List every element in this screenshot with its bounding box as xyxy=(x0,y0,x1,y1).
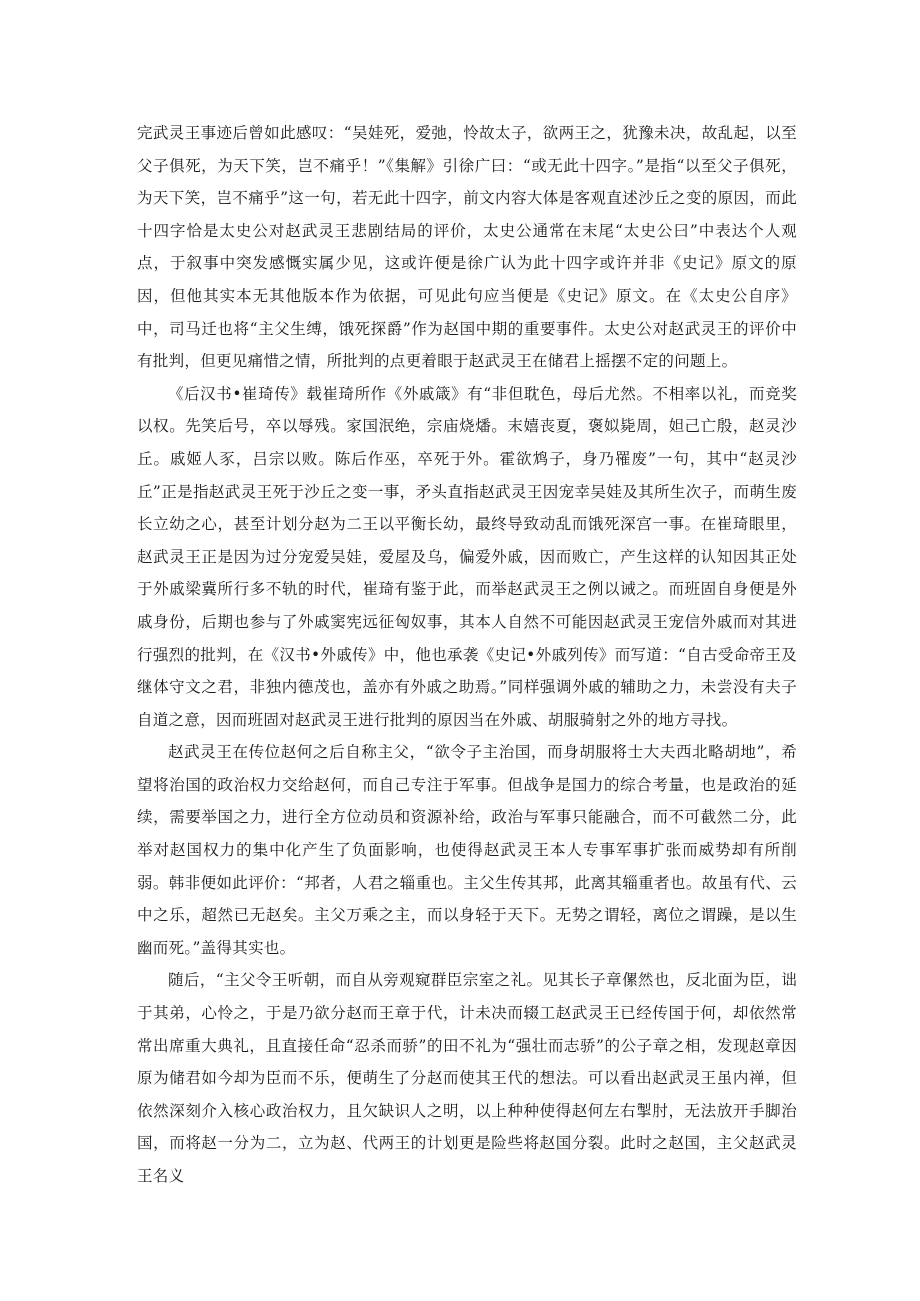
paragraph-4: 随后，“主父令王听朝，而自从旁观窥群臣宗室之礼。见其长子章傫然也，反北面为臣，诎于其弟，心怜之，于是乃欲分赵而王章于代，计未决而辍工赵武灵王已经传国于何，却依然常常出席重大典礼，且直接任命“忍杀而骄”的田不礼为“强壮而志骄”的公子章之相，发现赵章因原为储君如今却为臣而不乐，便萌生了分赵而使其王代的想法。可以看出赵武灵王虽内禅，但依然深刻介入核心政治权力，且欠缺识人之明，以上种种使得赵何左右掣肘，无法放开手脚治国，而将赵一分为二，立为赵、代两王的计划更是险些将赵国分裂。此时之赵国，主父赵武灵王名义 xyxy=(137,971,797,1185)
paragraph-2: 《后汉书•崔琦传》载崔琦所作《外戚箴》有“非但耽色，母后尤然。不相率以礼，而竞奖以权。先笑后号，卒以辱残。家国泯绝，宗庙烧燔。末嬉丧夏，褒姒毙周，妲己亡殷，赵灵沙丘。戚姬人豕，吕宗以败。陈后作巫，卒死于外。霍欲鸩子，身乃罹废”一句，其中“赵灵沙丘”正是指赵武灵王死于沙丘之变一事，矛头直指赵武灵王因宠幸吴娃及其所生次子，而萌生废长立幼之心，甚至计划分赵为二王以平衡长幼，最终导致动乱而饿死深宫一事。在崔琦眼里，赵武灵王正是因为过分宠爱吴娃，爱屋及乌，偏爱外戚，因而败亡，产生这样的认知因其正处于外戚梁冀所行多不轨的时代，崔琦有鉴于此，而举赵武灵王之例以诫之。而班固自身便是外戚身份，后期也参与了外戚窦宪远征匈奴事，其本人自然不可能因赵武灵王宠信外戚而对其进行强烈的批判，在《汉书•外戚传》中，他也承袭《史记•外戚列传》而写道：“自古受命帝王及继体守文之君，非独内德茂也，盖亦有外戚之助焉。”同样强调外戚的辅助之力，未尝没有夫子自道之意，因而班固对赵武灵王进行批判的原因当在外戚、胡服骑射之外的地方寻找。 xyxy=(137,384,797,729)
document-body xyxy=(137,117,797,1193)
paragraph-3: 赵武灵王在传位赵何之后自称主父，“欲令子主治国，而身胡服将士大夫西北略胡地”，希望将治国的政治权力交给赵何，而自己专注于军事。但战争是国力的综合考量，也是政治的延续，需要举国之力，进行全方位动员和资源补给，政治与军事只能融合，而不可截然二分，此举对赵国权力的集中化产生了负面影响，也使得赵武灵王本人专事军事扩张而威势却有所削弱。韩非便如此评价：“邦者，人君之辎重也。主父生传其邦，此离其辎重者也。故虽有代、云中之乐，超然已无赵矣。主父万乘之主，而以身轻于天下。无势之谓轻，离位之谓躁，是以生幽而死。”盖得其实也。 xyxy=(137,743,797,957)
paragraph-1: 完武灵王事迹后曾如此感叹：“吴娃死，爱弛，怜故太子，欲两王之，犹豫未决，故乱起，以至父子俱死，为天下笑，岂不痛乎！”《集解》引徐广曰：“或无此十四字。”是指“以至父子俱死，为天下笑，岂不痛乎”这一句，若无此十四字，前文内容大体是客观直述沙丘之变的原因，而此十四字恰是太史公对赵武灵王悲剧结局的评价，太史公通常在末尾“太史公曰”中表达个人观点，于叙事中突发感慨实属少见，这或许便是徐广认为此十四字或许并非《史记》原文的原因，但他其实本无其他版本作为依据，可见此句应当便是《史记》原文。在《太史公自序》中，司马迁也将“主父生缚，饿死探爵”作为赵国中期的重要事件。太史公对赵武灵王的评价中有批判，但更见痛惜之情，所批判的点更着眼于赵武灵王在储君上摇摆不定的问题上。 xyxy=(137,124,797,371)
